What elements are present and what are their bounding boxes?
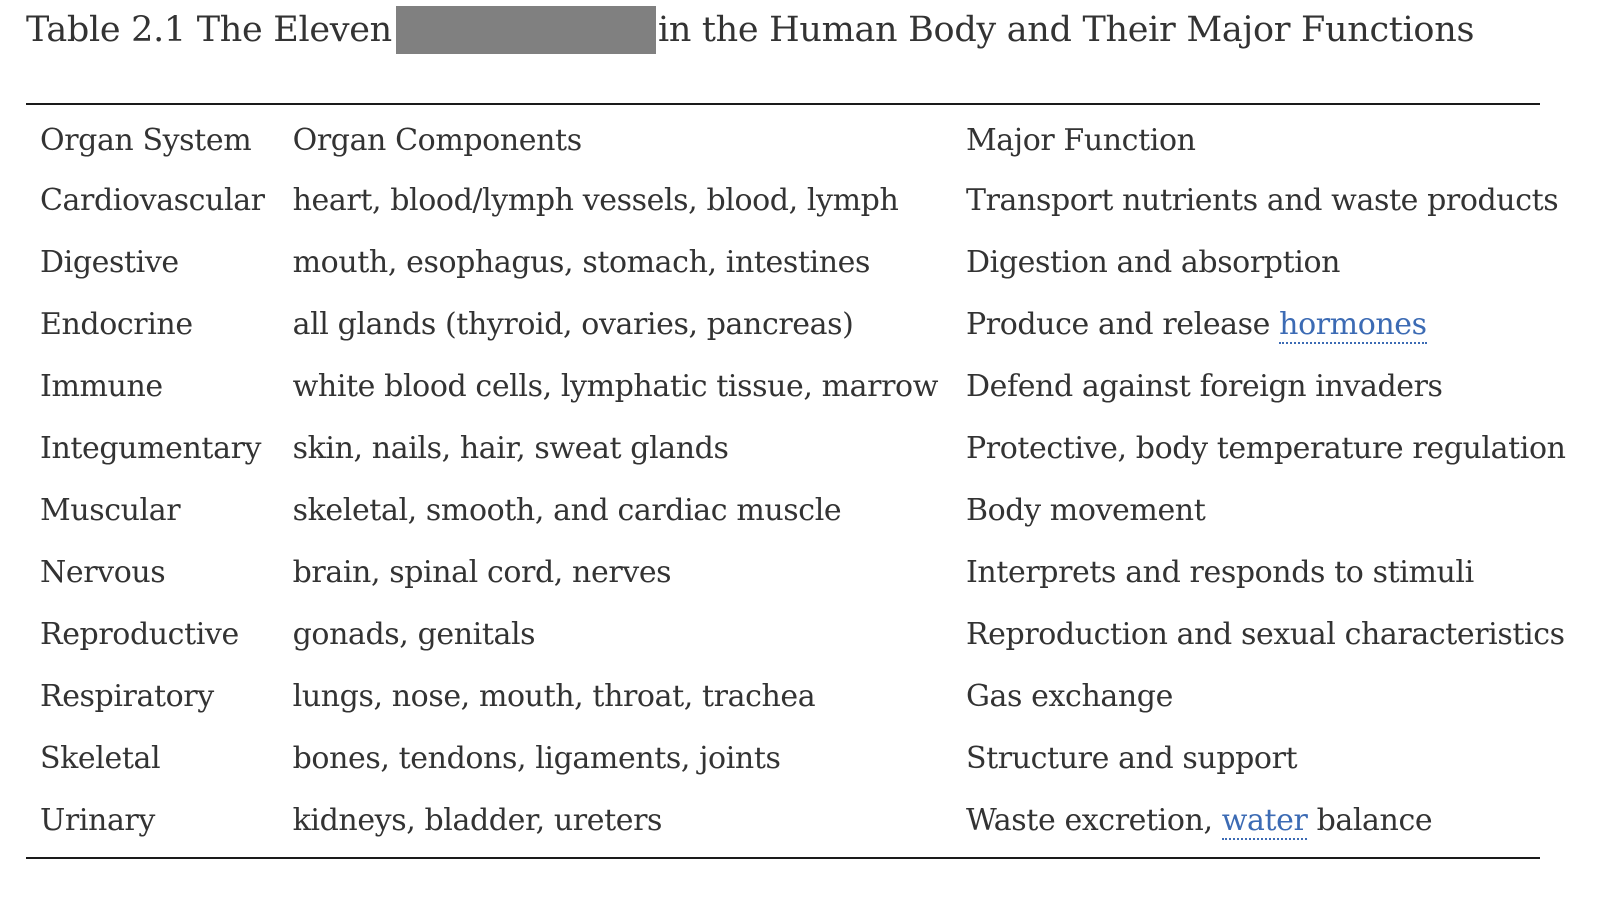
cell-major-function: Defend against foreign invaders [965,368,1443,404]
cell-organ-system: Cardiovascular [40,182,265,218]
table-row [26,541,1580,603]
cell-major-function: Body movement [965,492,1206,528]
table-row [26,789,1580,851]
table-row [26,727,1580,789]
redacted-block [396,6,656,54]
table-header-row [26,111,1580,169]
cell-major-function: Gas exchange [965,678,1173,714]
caption-text-end: in the Human Body and Their Major Functions [657,10,1475,50]
cell-organ-system: Integumentary [40,430,262,466]
table-row [26,417,1580,479]
cell-organ-system: Skeletal [40,740,161,776]
cell-major-function: Transport nutrients and waste products [965,182,1559,218]
cell-organ-components: lungs, nose, mouth, throat, trachea [292,678,816,714]
organ-systems-table [26,111,1580,851]
table-row [26,603,1580,665]
cell-organ-system: Urinary [40,802,155,838]
table-row [26,169,1580,231]
cell-organ-components: gonads, genitals [292,616,536,652]
organ-systems-table-container [26,103,1566,859]
cell-major-function: Structure and support [965,740,1298,776]
cell-organ-components: mouth, esophagus, stomach, intestines [292,244,871,280]
water-link[interactable]: water [1221,802,1308,838]
table-caption [26,6,1474,54]
table-row [26,479,1580,541]
cell-organ-components: white blood cells, lymphatic tissue, marrow [292,368,938,404]
header-organ-system: Organ System [40,122,252,158]
cell-major-function: Digestion and absorption [965,244,1341,280]
cell-organ-system: Reproductive [40,616,239,652]
header-organ-components: Organ Components [292,122,582,158]
cell-major-function: Protective, body temperature regulation [965,430,1566,466]
function-text: balance [1307,802,1433,838]
cell-organ-system: Nervous [40,554,166,590]
cell-major-function: Reproduction and sexual characteristics [965,616,1565,652]
cell-organ-components: skeletal, smooth, and cardiac muscle [292,492,842,528]
cell-major-function: Interprets and responds to stimuli [965,554,1474,590]
caption-text-start: Table 2.1 The Eleven [26,10,392,50]
cell-organ-system: Immune [40,368,163,404]
table-row [26,665,1580,727]
table-row [26,293,1580,355]
cell-organ-components: kidneys, bladder, ureters [292,802,663,838]
cell-major-function [952,293,1580,355]
cell-organ-system: Digestive [40,244,179,280]
table-row [26,231,1580,293]
table-row [26,355,1580,417]
cell-organ-system: Muscular [40,492,181,528]
function-text: Waste excretion, [965,802,1222,838]
cell-organ-components: brain, spinal cord, nerves [292,554,672,590]
cell-organ-components: bones, tendons, ligaments, joints [292,740,781,776]
cell-organ-system: Respiratory [40,678,214,714]
cell-organ-components: all glands (thyroid, ovaries, pancreas) [292,306,854,342]
cell-organ-components: heart, blood/lymph vessels, blood, lymph [292,182,899,218]
function-text: Produce and release [965,306,1280,342]
header-major-function: Major Function [965,122,1196,158]
hormones-link[interactable]: hormones [1279,306,1427,342]
cell-major-function [952,789,1580,851]
cell-organ-components: skin, nails, hair, sweat glands [292,430,729,466]
cell-organ-system: Endocrine [40,306,193,342]
